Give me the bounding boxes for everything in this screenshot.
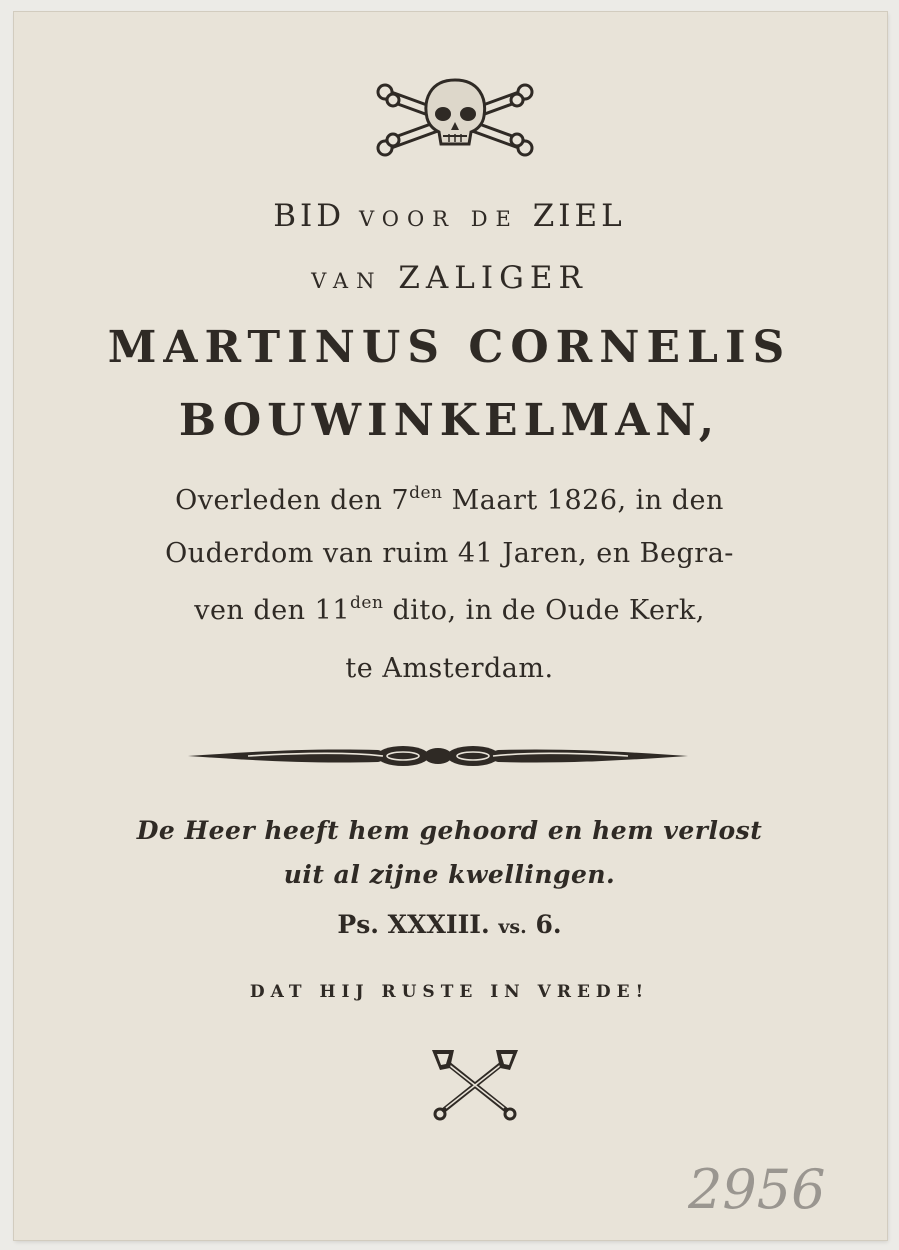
pencil-note-text: 2956 xyxy=(688,1158,826,1221)
verse-line-1: De Heer heeft hem gehoord en hem verlost xyxy=(136,816,763,845)
psalm-ref-verse: 6. xyxy=(535,910,562,939)
death-details-text: Maart 1826, in den xyxy=(442,485,724,516)
heading-line-1 xyxy=(0,198,899,234)
heading-word-van: VAN xyxy=(311,269,383,293)
heading-word-zaliger: ZALIGER xyxy=(398,260,588,296)
pencil-inventory-number xyxy=(688,1150,838,1230)
closing-prayer: DAT HIJ RUSTE IN VREDE! xyxy=(249,982,650,1002)
heading-word-bid: BID xyxy=(273,198,346,234)
death-details-line-1 xyxy=(0,483,899,516)
crossed-shovels-icon xyxy=(428,1044,522,1122)
death-details-text: ven den 11 xyxy=(194,595,350,626)
ornamental-divider xyxy=(188,738,688,774)
death-details-line-2: Ouderdom van ruim 41 Jaren, en Begra- xyxy=(165,538,734,569)
superscript-den: den xyxy=(409,483,443,503)
heading-words-voor-de: VOOR DE xyxy=(358,207,519,231)
verse-line-2: uit al zijne kwellingen. xyxy=(283,860,616,889)
superscript-den: den xyxy=(350,593,384,613)
heading-word-ziel: ZIEL xyxy=(532,198,626,234)
death-details-line-4: te Amsterdam. xyxy=(345,653,554,684)
psalm-reference xyxy=(0,910,899,939)
psalm-ref-book: Ps. XXXIII. xyxy=(337,910,490,939)
psalm-ref-vs: vs. xyxy=(498,916,527,938)
deceased-name-line-2: BOUWINKELMAN, xyxy=(178,395,721,446)
death-details-text: Overleden den 7 xyxy=(175,485,410,516)
death-details-text: dito, in de Oude Kerk, xyxy=(383,595,705,626)
skull-and-crossbones-icon xyxy=(375,74,535,164)
death-details-line-3 xyxy=(0,593,899,626)
heading-line-2 xyxy=(0,260,899,296)
deceased-name-line-1: MARTINUS CORNELIS xyxy=(107,322,792,373)
